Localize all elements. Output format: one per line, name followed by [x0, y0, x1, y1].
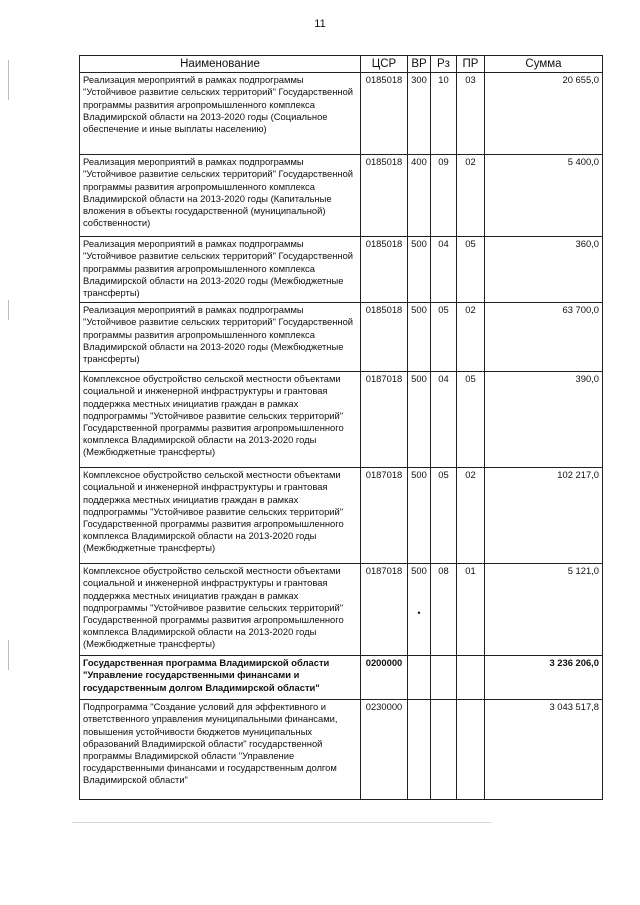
row-csr: 0185018 — [361, 237, 408, 303]
scan-edge-mark — [8, 640, 9, 670]
row-name: Реализация мероприятий в рамках подпрограммы "Устойчивое развитие сельских территорий" Государственной программы развития агропромышленного комплекса Владимирской области на 2013-2020 годы (Социальное обеспечение и иные выплаты населению) — [80, 73, 361, 155]
row-vr: 500 — [408, 372, 431, 468]
scan-artifact-line — [72, 822, 492, 823]
row-sum: 5 400,0 — [485, 155, 603, 237]
row-name: Реализация мероприятий в рамках подпрограммы "Устойчивое развитие сельских территорий" Государственной программы развития агропромышленного комплекса Владимирской области на 2013-2020 годы (Межбюджетные трансферты) — [80, 237, 361, 303]
row-name: Реализация мероприятий в рамках подпрограммы "Устойчивое развитие сельских территорий" Государственной программы развития агропромышленного комплекса Владимирской области на 2013-2020 годы (Капитальные вложения в объекты государственной (муниципальной) собственности) — [80, 155, 361, 237]
row-csr: 0230000 — [361, 700, 408, 800]
row-rz: 05 — [431, 303, 457, 372]
row-name: Комплексное обустройство сельской местности объектами социальной и инженерной инфраструктуры и грантовая поддержка местных инициатив граждан в рамках подпрограммы "Устойчивое развитие сельских территорий" Государственной программы развития агропромышленного комплекса Владимирской области на 2013-2020 годы (Межбюджетные трансферты) — [80, 372, 361, 468]
row-pr: 02 — [457, 155, 485, 237]
header-name: Наименование — [80, 56, 361, 73]
row-pr: 03 — [457, 73, 485, 155]
row-name: Комплексное обустройство сельской местности объектами социальной и инженерной инфраструктуры и грантовая поддержка местных инициатив граждан в рамках подпрограммы "Устойчивое развитие сельских территорий" Государственной программы развития агропромышленного комплекса Владимирской области на 2013-2020 годы (Межбюджетные трансферты) — [80, 468, 361, 564]
row-sum: 102 217,0 — [485, 468, 603, 564]
row-vr: 500 — [408, 303, 431, 372]
row-rz: 05 — [431, 468, 457, 564]
row-rz — [431, 656, 457, 700]
row-vr-value: 500 — [411, 565, 427, 577]
row-vr — [408, 564, 431, 656]
row-vr: 400 — [408, 155, 431, 237]
header-vr: ВР — [408, 56, 431, 73]
header-csr: ЦСР — [361, 56, 408, 73]
row-vr: 500 — [408, 468, 431, 564]
budget-table — [79, 55, 603, 800]
row-name: Государственная программа Владимирской области "Управление государственными финансами и государственным долгом Владимирской области" — [80, 656, 361, 700]
row-csr: 0185018 — [361, 303, 408, 372]
row-sum: 5 121,0 — [485, 564, 603, 656]
header-sum: Сумма — [485, 56, 603, 73]
row-pr: 02 — [457, 468, 485, 564]
row-rz — [431, 700, 457, 800]
table-row — [80, 237, 603, 303]
row-sum: 3 043 517,8 — [485, 700, 603, 800]
scan-edge-mark — [8, 60, 9, 100]
row-name: Комплексное обустройство сельской местности объектами социальной и инженерной инфраструктуры и грантовая поддержка местных инициатив граждан в рамках подпрограммы "Устойчивое развитие сельских территорий" Государственной программы развития агропромышленного комплекса Владимирской области на 2013-2020 годы (Межбюджетные трансферты) — [80, 564, 361, 656]
row-vr: 500 — [408, 237, 431, 303]
row-sum: 390,0 — [485, 372, 603, 468]
table-header-row — [80, 56, 603, 73]
row-pr: 05 — [457, 237, 485, 303]
row-pr: 05 — [457, 372, 485, 468]
row-sum: 360,0 — [485, 237, 603, 303]
table-row-program — [80, 656, 603, 700]
row-rz: 04 — [431, 237, 457, 303]
row-name: Подпрограмма "Создание условий для эффективного и ответственного управления муниципальными финансами, повышения устойчивости бюджетов муниципальных образований Владимирской области" государственной программы Владимирской области "Управление государственными финансами и государственным долгом Владимирской области" — [80, 700, 361, 800]
row-name: Реализация мероприятий в рамках подпрограммы "Устойчивое развитие сельских территорий" Государственной программы развития агропромышленного комплекса Владимирской области на 2013-2020 годы (Межбюджетные трансферты) — [80, 303, 361, 372]
row-pr: 01 — [457, 564, 485, 656]
row-vr: 300 — [408, 73, 431, 155]
row-sum: 63 700,0 — [485, 303, 603, 372]
row-csr: 0187018 — [361, 372, 408, 468]
row-vr — [408, 656, 431, 700]
row-csr: 0187018 — [361, 564, 408, 656]
scan-edge-mark — [8, 300, 9, 320]
table-row — [80, 700, 603, 800]
row-csr: 0185018 — [361, 73, 408, 155]
table-row — [80, 468, 603, 564]
row-pr — [457, 656, 485, 700]
row-rz: 10 — [431, 73, 457, 155]
row-vr — [408, 700, 431, 800]
row-pr — [457, 700, 485, 800]
table-row — [80, 372, 603, 468]
row-csr: 0187018 — [361, 468, 408, 564]
page-number: 11 — [314, 18, 326, 30]
row-rz: 08 — [431, 564, 457, 656]
row-rz: 09 — [431, 155, 457, 237]
header-pr: ПР — [457, 56, 485, 73]
header-rz: Рз — [431, 56, 457, 73]
row-sum: 3 236 206,0 — [485, 656, 603, 700]
row-csr: 0185018 — [361, 155, 408, 237]
table-row — [80, 155, 603, 237]
row-rz: 04 — [431, 372, 457, 468]
row-pr: 02 — [457, 303, 485, 372]
row-csr: 0200000 — [361, 656, 408, 700]
table-row — [80, 73, 603, 155]
row-sum: 20 655,0 — [485, 73, 603, 155]
table-row — [80, 303, 603, 372]
table-row — [80, 564, 603, 656]
scan-artifact-dot: • — [417, 608, 421, 619]
